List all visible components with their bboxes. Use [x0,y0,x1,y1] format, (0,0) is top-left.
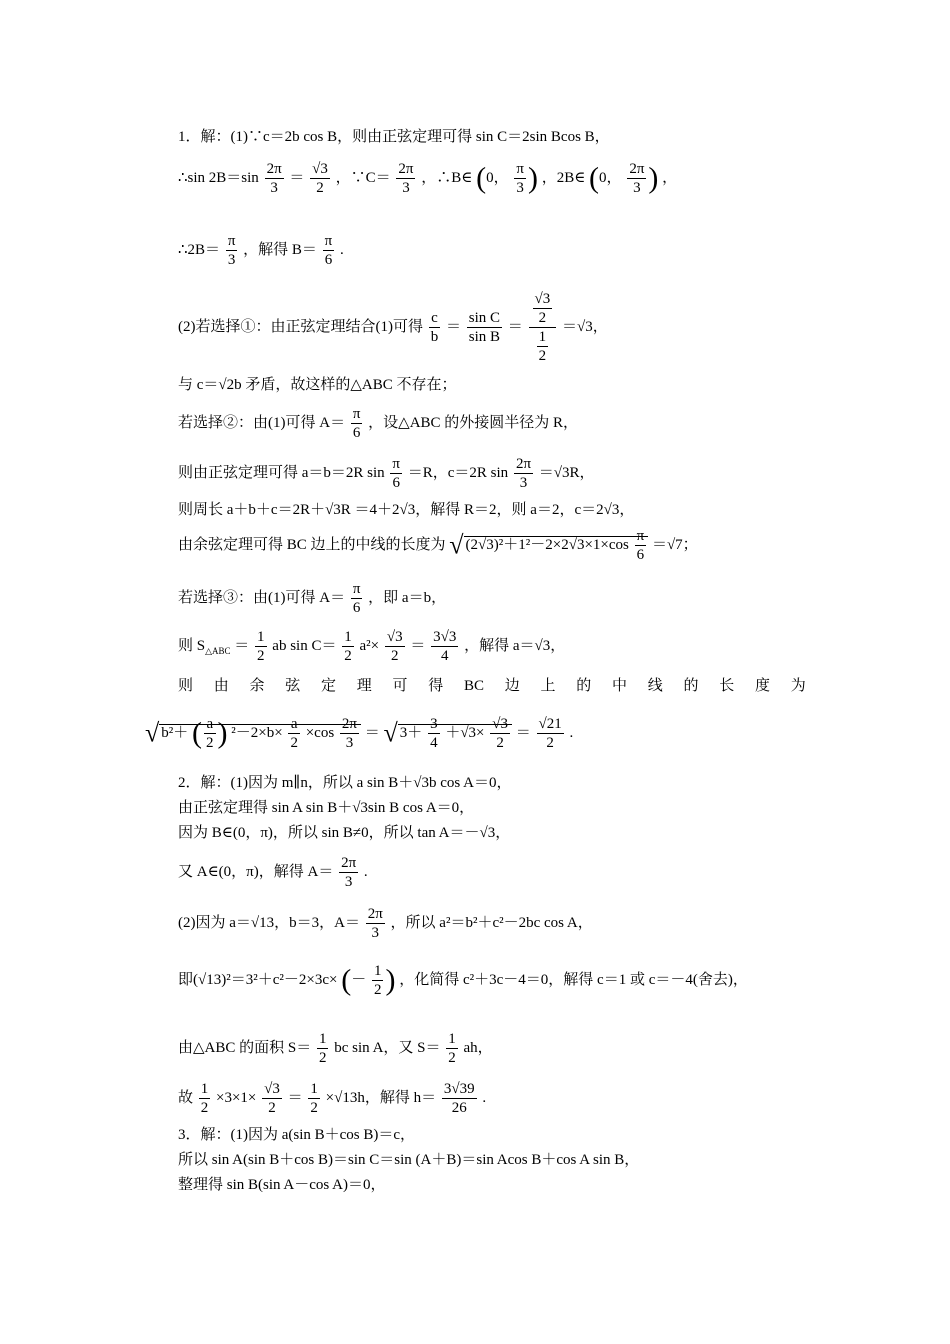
text: ，∴B∈ [421,169,473,186]
p2-line-3: 因为 B∈(0，π)，所以 sin B≠0，所以 tan A＝－√3， [178,825,511,841]
fraction: $\frac{2\pi}{3}$ [398,161,414,196]
compound-fraction: $\frac{\frac{√3}{2}}{\frac{1}{2}}$ [529,290,557,365]
p2-line-4: 又 A∈(0，π)，解得 A＝ $\frac{2\pi}{3}$ . [178,855,368,890]
p1-line-12: 则 由 余 弦 定 理 可 得 BC 边 上 的 中 线 的 长 度 为 [178,678,806,694]
p1-line-8: 则周长 a＋b＋c＝2R＋√3R ＝4＋2√3，解得 R＝2，则 a＝2，c＝2√3， [178,502,635,518]
text: ，2B∈ [541,169,586,186]
fraction: $\frac{\pi}{3}$ [516,161,524,196]
fraction: $\frac{2\pi}{3}$ [629,161,645,196]
p3-line-1: 3．解：(1)因为 a(sin B＋cos B)＝c， [178,1127,416,1143]
p2-line-1: 2．解：(1)因为 m∥n，所以 a sin B＋√3b cos A＝0， [178,775,512,791]
p2-line-5: (2)因为 a＝√13，b＝3，A＝ $\frac{2\pi}{3}$ ，所以 a²＝b²＋c²－2bc cos A， [178,906,593,941]
p2-line-7: 由△ABC 的面积 S＝ $\frac{1}{2}$ bc sin A，又 S＝ $\frac{1}{2}$ ah， [178,1031,493,1066]
p1-line-2: ∴sin 2B＝sin $\frac{2\pi}{3}$ ＝ $\frac{√3}{2}$ ，∵C＝ $\frac{2\pi}{3}$ ，∴B∈ (0， $\frac{\pi}{3}$ ) ，2B∈ (0， $\frac{2\pi}{3}$ ) ， [178,161,678,196]
p1-line-3: ∴2B＝ $\frac{\pi}{3}$ ，解得 B＝ $\frac{\pi}{6}$ . [178,233,344,268]
text: ，∵C＝ [335,169,391,186]
fraction: $\frac{√3}{2}$ [312,161,328,196]
text: ∴sin 2B＝sin [178,169,259,186]
p1-line-7: 则由正弦定理可得 a＝b＝2R sin $\frac{\pi}{6}$ ＝R，c＝2R sin $\frac{2\pi}{3}$ ＝√3R， [178,456,595,491]
p2-line-2: 由正弦定理得 sin A sin B＋√3sin B cos A＝0， [178,800,475,816]
p1-line-9: 由余弦定理可得 BC 边上的中线的长度为 √ (2√3)²＋1²－2×2√3×1×cos $\frac{\pi}{6}$ ＝√7； [178,528,698,563]
fraction: $\frac{2\pi}{3}$ [266,161,282,196]
p1-line-13: √ b²＋ ( $\frac{a}{2}$ ) ²－2×b× $\frac{a}{2}$ ×cos $\frac{2\pi}{3}$ ＝ √ 3＋ $\frac{3}{4}$ ＋√3× $\frac{√3}{2}$ ＝ $\frac{√21}{2}$ . [145,716,574,751]
p3-line-3: 整理得 sin B(sin A－cos A)＝0， [178,1177,386,1193]
p1-line-10: 若选择③：由(1)可得 A＝ $\frac{\pi}{6}$ ，即 a＝b， [178,581,447,616]
p3-line-2: 所以 sin A(sin B＋cos B)＝sin C＝sin (A＋B)＝sin Acos B＋cos A sin B， [178,1152,640,1168]
p1-line-1: 1．解：(1)∵c＝2b cos B，则由正弦定理可得 sin C＝2sin Bcos B， [178,129,610,145]
text: ＝ [289,169,305,186]
p1-line-5: 与 c＝√2b 矛盾，故这样的△ABC 不存在； [178,377,457,393]
p2-line-6: 即(√13)²＝3²＋c²－2×3c× (－ $\frac{1}{2}$ ) ，化简得 c²＋3c－4＝0，解得 c＝1 或 c＝－4(舍去)， [178,963,748,998]
p1-line-4: (2)若选择①：由正弦定理结合(1)可得 $\frac{c}{b}$ ＝ $\frac{\text{sin C}}{\text{sin B}}$ ＝ $\frac{\frac{√3}{2}}{\frac{1}{2}}$ ＝√3， [178,291,608,364]
p2-line-8: 故 $\frac{1}{2}$ ×3×1× $\frac{√3}{2}$ ＝ $\frac{1}{2}$ ×√13h，解得 h＝ $\frac{3√39}{26}$ . [178,1081,487,1116]
p1-line-11: 则 $S_{\triangle ABC}$ ＝ $\frac{1}{2}$ ab sin C＝ $\frac{1}{2}$ a²× $\frac{√3}{2}$ ＝ $\frac{3√3}{4}$ ，解得 a＝√3， [178,629,566,664]
p1-line-6: 若选择②：由(1)可得 A＝ $\frac{\pi}{6}$ ，设△ABC 的外接圆半径为 R， [178,406,579,441]
